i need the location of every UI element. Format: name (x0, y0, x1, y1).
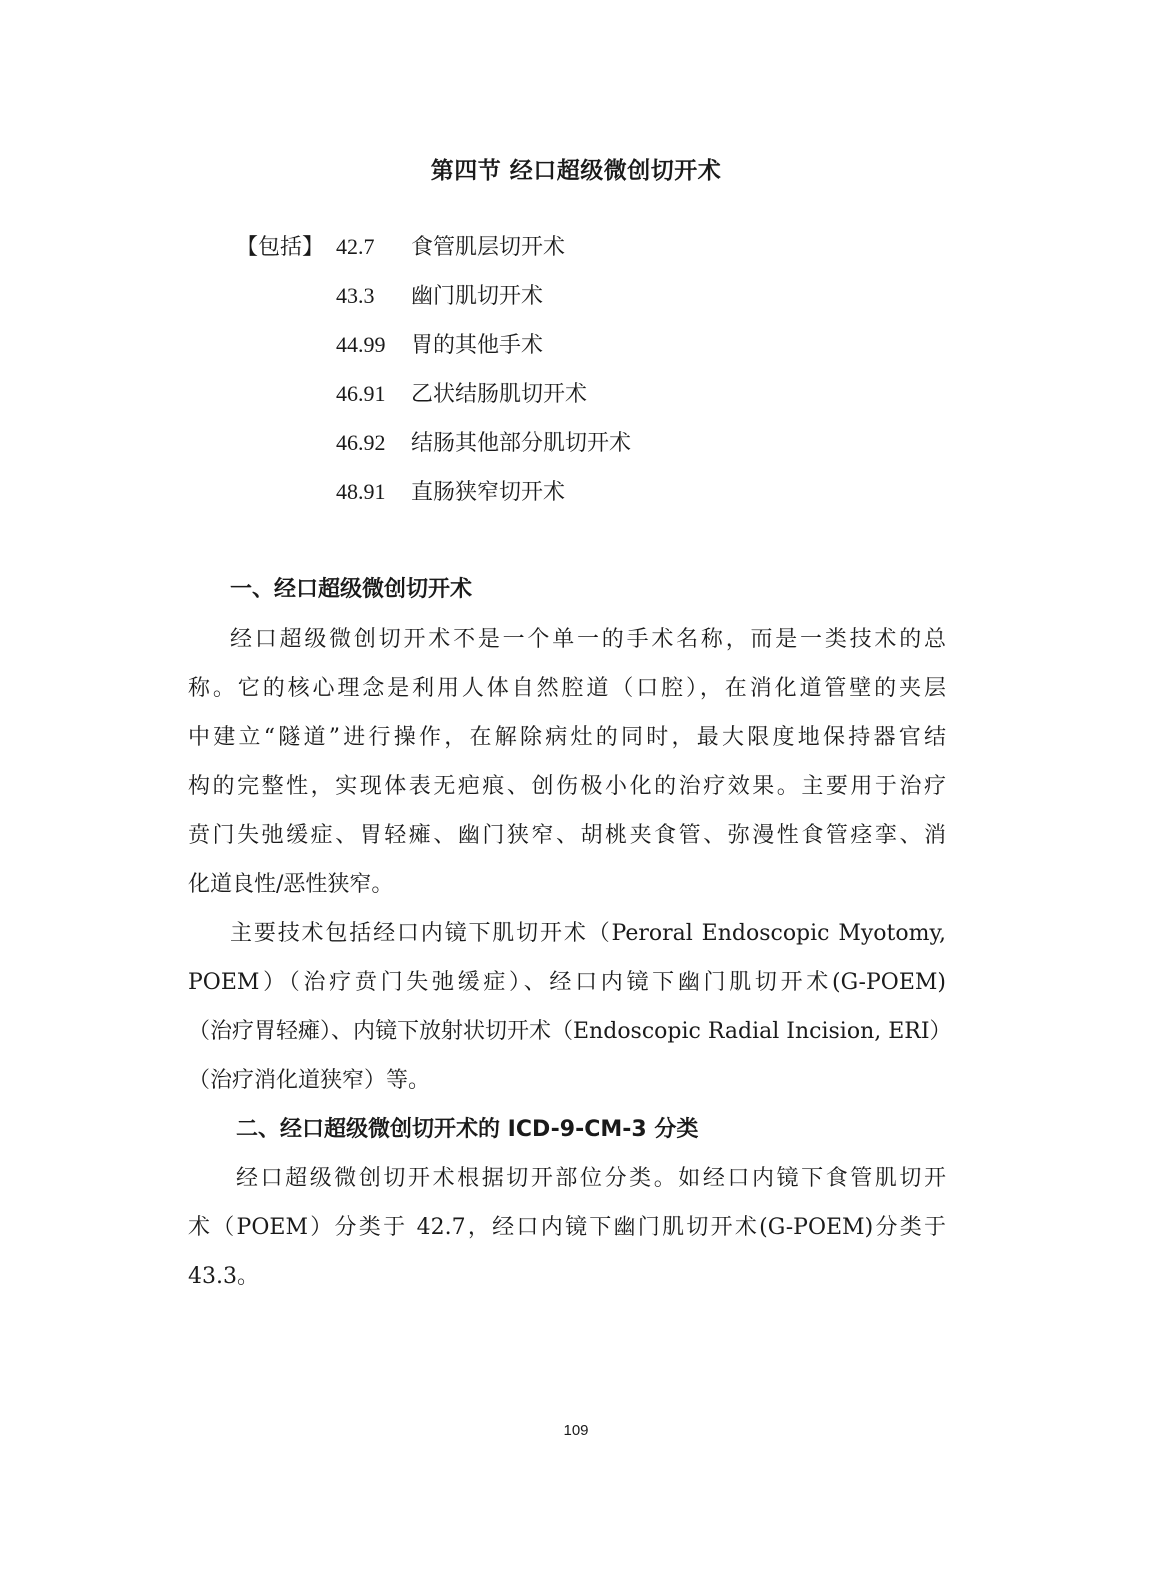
procedure-name: 胃的其他手术 (411, 333, 544, 358)
procedure-code: 44.99 (336, 332, 386, 357)
paragraph-line: 贲门失弛缓症、胃轻瘫、幽门狭窄、胡桃夹食管、弥漫性食管痉挛、消 (188, 823, 946, 848)
heading-part1: 一、经口超级微创切开术 (230, 577, 473, 602)
procedure-name: 乙状结肠肌切开术 (411, 382, 588, 407)
procedure-name: 食管肌层切开术 (411, 235, 566, 260)
procedure-name: 直肠狭窄切开术 (411, 480, 566, 505)
paragraph-line: 构的完整性，实现体表无疤痕、创伤极小化的治疗效果。主要用于治疗 (188, 774, 946, 799)
paragraph-line: POEM）（治疗贲门失弛缓症）、经口内镜下幽门肌切开术(G-POEM) (188, 970, 946, 995)
procedure-code: 48.91 (336, 479, 386, 504)
procedure-code: 46.92 (336, 430, 386, 455)
paragraph-line: 经口超级微创切开术不是一个单一的手术名称，而是一类技术的总 (230, 627, 946, 652)
page-number: 109 (563, 1422, 589, 1439)
procedure-name: 结肠其他部分肌切开术 (411, 431, 632, 456)
paragraph-line: 化道良性/恶性狭窄。 (188, 872, 394, 897)
include-item (336, 279, 543, 310)
paragraph-line: 术（POEM）分类于 42.7，经口内镜下幽门肌切开术(G-POEM)分类于 (188, 1215, 946, 1240)
section-title: 第四节 经口超级微创切开术 (430, 158, 722, 184)
paragraph-line: 经口超级微创切开术根据切开部位分类。如经口内镜下食管肌切开 (236, 1166, 946, 1191)
include-item (336, 328, 543, 359)
heading-part2: 二、经口超级微创切开术的 ICD-9-CM-3 分类 (236, 1117, 699, 1142)
paragraph-line: （治疗胃轻瘫）、内镜下放射状切开术（Endoscopic Radial Incision, ERI） (188, 1019, 952, 1044)
paragraph-line: 主要技术包括经口内镜下肌切开术（Peroral Endoscopic Myotomy, (230, 921, 946, 946)
procedure-code: 46.91 (336, 381, 386, 406)
procedure-name: 幽门肌切开术 (411, 284, 544, 309)
procedure-code: 42.7 (336, 234, 375, 259)
include-item (336, 475, 565, 506)
paragraph-line: 称。它的核心理念是利用人体自然腔道（口腔），在消化道管壁的夹层 (188, 676, 946, 701)
paragraph-line: 中建立“隧道”进行操作，在解除病灶的同时，最大限度地保持器官结 (188, 725, 946, 750)
include-item (336, 230, 565, 261)
include-item (336, 377, 587, 408)
includes-label: 【包括】 (236, 235, 325, 260)
include-item (336, 426, 631, 457)
paragraph-line: （治疗消化道狭窄）等。 (188, 1068, 431, 1093)
paragraph-line: 43.3。 (188, 1264, 259, 1289)
procedure-code: 43.3 (336, 283, 375, 308)
